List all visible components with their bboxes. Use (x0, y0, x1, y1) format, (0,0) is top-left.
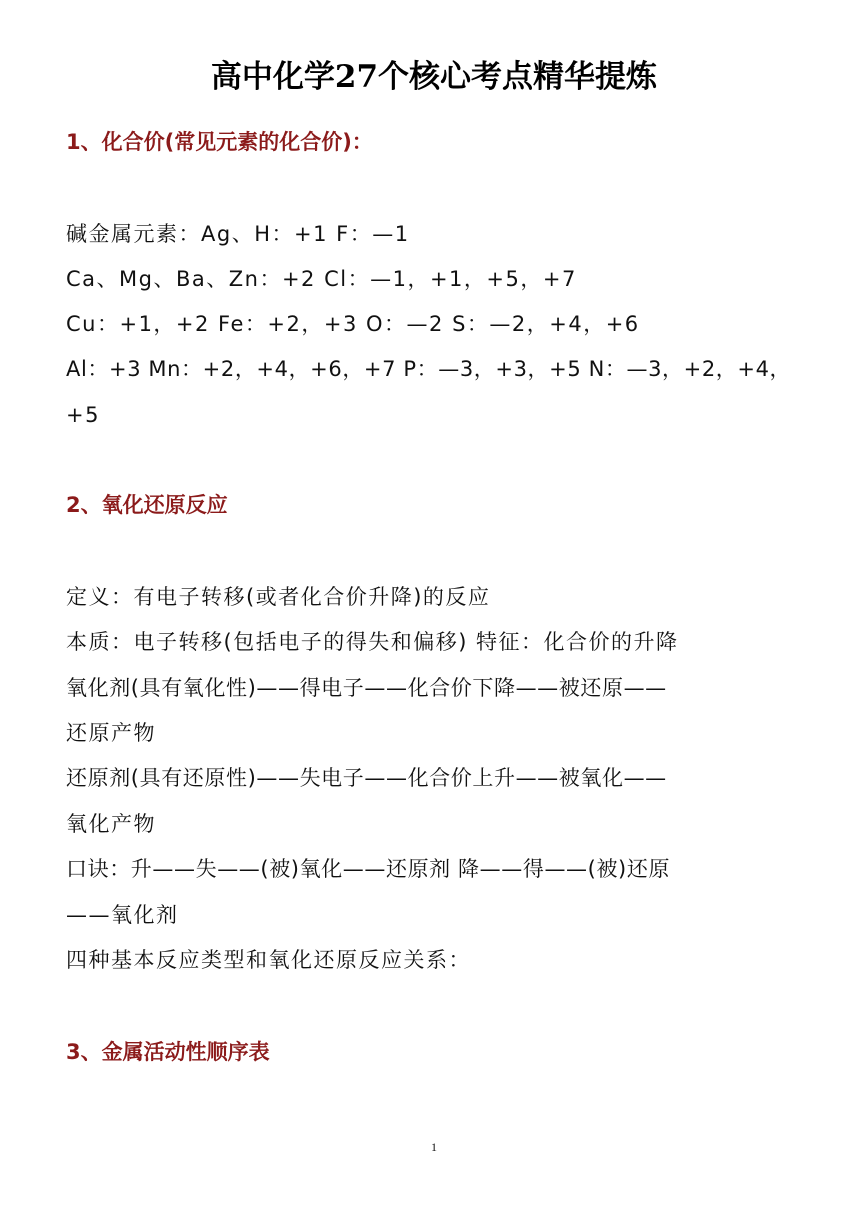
text-line: 碱金属元素：Ag、H：+1 F：—1 (66, 222, 410, 246)
section-heading: 1、化合价(常见元素的化合价)： (66, 130, 373, 154)
section-heading: 3、金属活动性顺序表 (66, 1040, 270, 1064)
page-number: 1 (431, 1140, 437, 1154)
text-line: 定义：有电子转移(或者化合价升降)的反应 (66, 585, 491, 609)
page-title: 高中化学27个核心考点精华提炼 (210, 59, 658, 95)
text-line: Cu：+1，+2 Fe：+2，+3 O：—2 S：—2，+4，+6 (66, 312, 640, 336)
section-heading: 2、氧化还原反应 (66, 493, 228, 517)
text-line: ——氧化剂 (66, 903, 179, 927)
text-line: Ca、Mg、Ba、Zn：+2 Cl：—1，+1，+5，+7 (66, 267, 577, 291)
text-line: 四种基本反应类型和氧化还原反应关系： (66, 948, 471, 972)
text-line: 本质：电子转移(包括电子的得失和偏移) 特征：化合价的升降 (66, 630, 679, 654)
text-line: Al：+3 Mn：+2，+4，+6，+7 P：—3，+3，+5 N：—3，+2，+4， (66, 357, 792, 381)
text-line: 口诀：升——失——(被)氧化——还原剂 降——得——(被)还原 (66, 857, 671, 881)
text-line: 氧化剂(具有氧化性)——得电子——化合价下降——被还原—— (66, 676, 667, 700)
text-line: 还原剂(具有还原性)——失电子——化合价上升——被氧化—— (66, 766, 667, 790)
text-line: 氧化产物 (66, 812, 156, 836)
text-line: +5 (66, 403, 100, 427)
text-line: 还原产物 (66, 721, 156, 745)
